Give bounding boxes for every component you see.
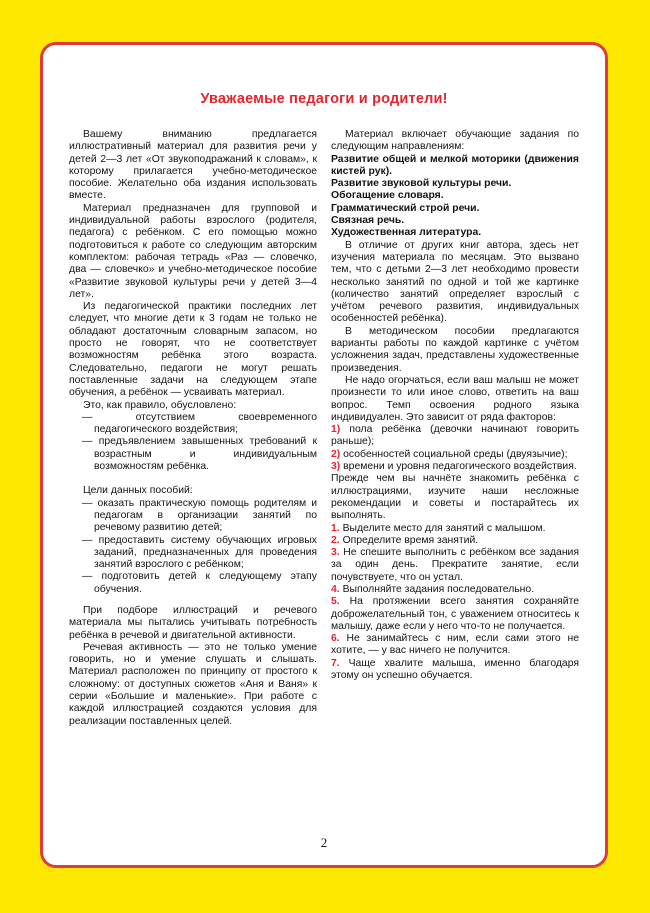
recommendation-text: Не спешите выполнить с ребёнком все задания за один день. Прекратите занятие, если почувствуете, что он устал. [331, 547, 579, 583]
recommendation-item [331, 596, 579, 633]
recommendation-text: Чаще хвалите малыша, именно благодаря этому он успешно обучается. [331, 657, 579, 682]
page-number: 2 [320, 835, 328, 850]
direction-item: Связная речь. [331, 215, 405, 227]
list-item-text: предъявлением завышенных требований к возрастным и индивидуальным возможностям ребёнка. [94, 436, 318, 473]
paragraph-before-start: Прежде чем вы начнёте знакомить ребёнка с иллюстрациями, изучите наши несложные рекомендации и советы и постарайтесь их выполнять. [331, 473, 579, 522]
paragraph-directions-intro: Материал включает обучающие задания по следующим направлениям: [331, 129, 579, 153]
recommendation-text: На протяжении всего занятия сохраняйте доброжелательный тон, с уважением относитесь к малышу, даже если у него что-то не получается. [331, 596, 579, 632]
recommendation-text: Выполняйте задания последовательно. [342, 583, 535, 595]
list-item-goal [69, 571, 317, 596]
paragraph-purpose: Материал предназначен для групповой и индивидуальной работы взрослого (родителя, педагога) с ребёнком. С его помощью можно подготовиться к работе со следующим авторским комплектом: рабочая тетрадь «Раз — словечко, два — словечко» и учебно-методическое пособие «Развитие звуковой культуры речи у детей 3—4 лет». [69, 202, 317, 300]
factor-item [331, 461, 579, 473]
recommendation-item [331, 535, 579, 547]
dash-marker: — [82, 534, 93, 546]
list-item-text: подготовить детей к следующему этапу обучения. [94, 571, 317, 595]
dash-marker: — [82, 571, 93, 583]
factor-item [331, 449, 579, 461]
factor-text: времени и уровня педагогического воздействия. [343, 461, 577, 473]
dash-marker: — [82, 411, 93, 423]
page-title: Уважаемые педагоги и родители! [200, 91, 448, 107]
recommendation-item [331, 633, 579, 658]
dash-marker: — [82, 436, 93, 448]
paragraph-difference: В отличие от других книг автора, здесь нет изучения материала по месяцам. Это вызвано тем, что с детьми 2—3 лет необходимо провести несколько занятий по одной и той же картинке (количество занятий определяет взрослый с учётом речевого развития, индивидуальных особенностей ребёнка). [331, 239, 579, 325]
paragraph-dont-worry: Не надо огорчаться, если ваш малыш не может произнести то или иное слово, ответить на ваш вопрос. Темп освоения родного языка индивидуален. Это зависит от ряда факторов: [331, 374, 579, 423]
recommendation-number: 6. [331, 633, 340, 645]
paragraph-practice: Из педагогической практики последних лет следует, что многие дети к 3 годам не только не обладают достаточным словарным запасом, но просто не говорят, что не соответствует возможностям ребёнка этого возраста. Следовательно, педагоги не могут решать поставленные задачи на следующем этапе обучения, а ребёнок — усваивать материал. [69, 301, 317, 399]
recommendation-text: Выделите место для занятий с малышом. [342, 522, 546, 534]
list-item-cause [69, 436, 317, 473]
recommendation-number: 7. [331, 657, 340, 669]
recommendation-number: 3. [331, 547, 340, 559]
list-item-goal [69, 498, 317, 535]
list-item-text: оказать практическую помощь родителям и педагогам в организации занятий по речевому развитию детей; [94, 497, 318, 534]
paragraph-selection: При подборе иллюстраций и речевого материала мы пытались учитывать потребность ребёнка в речевой и двигательной активности. [69, 604, 317, 641]
factor-number: 3) [331, 461, 341, 473]
direction-item: Обогащение словаря. [331, 190, 444, 202]
paragraph-method-guide: В методическом пособии предлагаются варианты работы по каждой картинке с учётом усложнения задач, представлены художественные произведения. [331, 325, 579, 374]
recommendation-item [331, 584, 579, 596]
list-item-text: предоставить систему обучающих игровых заданий, предназначенных для проведения занятий взрослого с ребёнком; [94, 534, 317, 571]
paragraph-intro-material: Вашему вниманию предлагается иллюстративный материал для развития речи у детей 2—3 лет «От звукоподражаний к словам», к которому прилагается учебно-методическое пособие. Желательно оба издания использовать вместе. [69, 129, 317, 202]
direction-item: Художественная литература. [331, 227, 482, 239]
list-item-text: отсутствием своевременного педагогического воздействия; [94, 411, 317, 436]
paragraph-causes-heading: Это, как правило, обусловлено: [83, 399, 237, 411]
factor-number: 2) [331, 448, 341, 460]
paragraph-speech-activity: Речевая активность — это не только умение говорить, но и умение слушать и слышать. Материал расположен по принципу от простого к сложному: от доступных сюжетов «Аня и Ваня» к серии «Большие и маленькие». При работе с каждой иллюстрацией создаются условия для реализации поставленных целей. [69, 641, 317, 727]
recommendation-number: 5. [331, 596, 340, 608]
factor-number: 1) [331, 424, 341, 436]
direction-item: Развитие общей и мелкой моторики (движения кистей рук). [331, 153, 579, 177]
list-item-goal [69, 535, 317, 572]
factor-text: пола ребёнка (девочки начинают говорить раньше); [331, 424, 579, 448]
text-columns [43, 107, 605, 833]
recommendation-number: 2. [331, 534, 340, 546]
factor-text: особенностей социальной среды (двуязычие); [343, 448, 568, 460]
recommendation-number: 1. [331, 522, 340, 534]
recommendation-text: Определите время занятий. [342, 534, 479, 546]
direction-item: Грамматический строй речи. [331, 202, 480, 214]
recommendation-text: Не занимайтесь с ним, если сами этого не хотите, — у вас ничего не получится. [331, 633, 579, 657]
direction-item: Развитие звуковой культуры речи. [331, 178, 512, 190]
recommendation-item [331, 523, 579, 535]
right-column [331, 129, 579, 833]
factor-item [331, 424, 579, 449]
left-column [69, 129, 317, 833]
paragraph-goals-heading: Цели данных пособий: [83, 485, 193, 497]
list-item-cause [69, 412, 317, 437]
recommendation-item [331, 658, 579, 683]
content-sheet [40, 42, 608, 868]
recommendation-item [331, 547, 579, 584]
recommendation-number: 4. [331, 583, 340, 595]
dash-marker: — [82, 497, 93, 509]
